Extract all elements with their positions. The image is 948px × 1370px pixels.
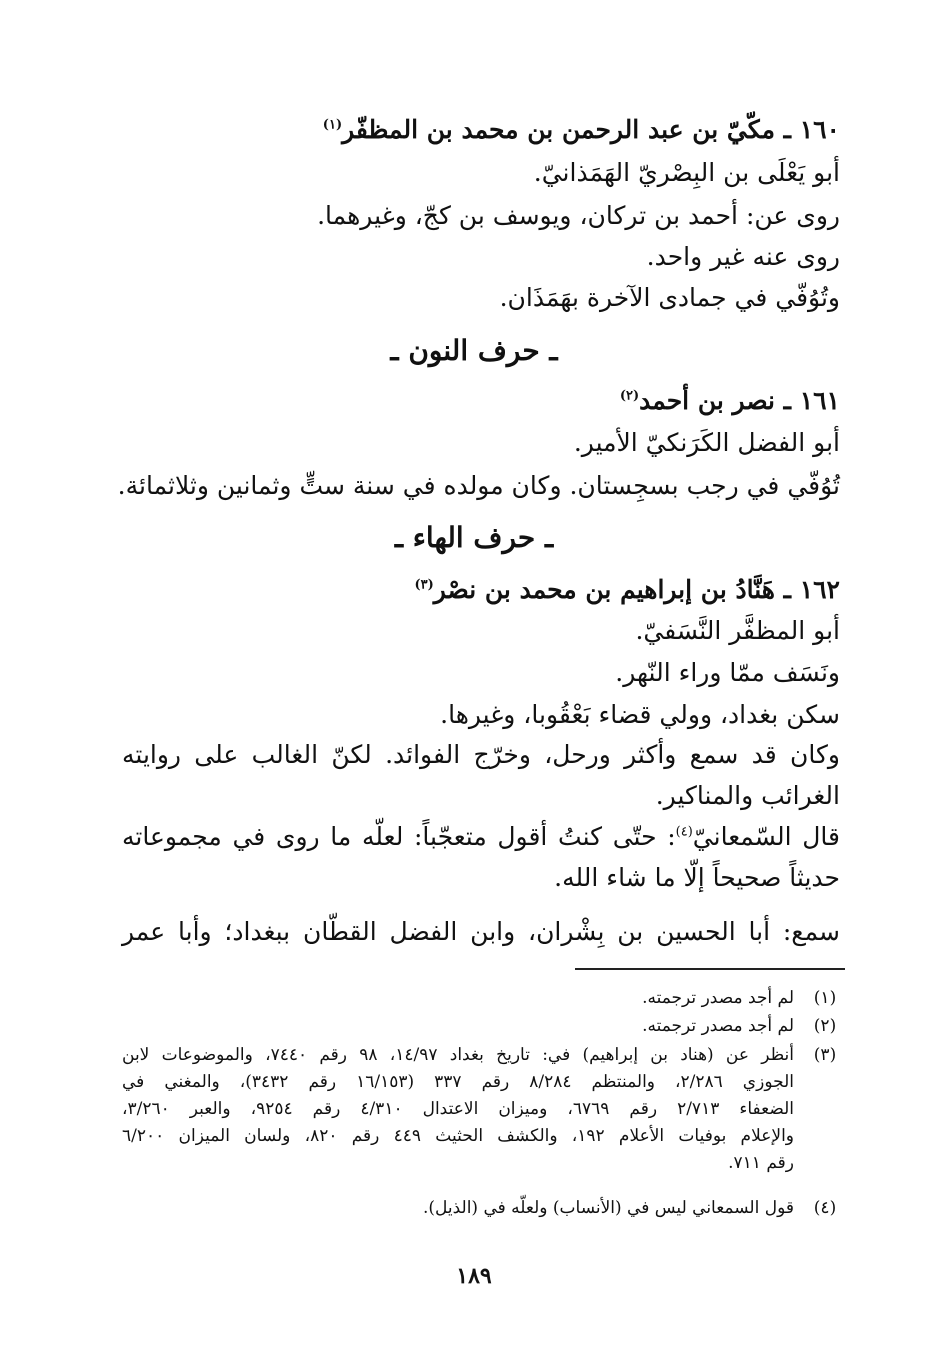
- entry-line: روى عن: أحمد بن تركان، ويوسف بن كجّ، وغيرهما.: [317, 201, 840, 230]
- entry-line: تُوُفّي في رجب بسجِستان. وكان مولده في سنة ستٍّ وثمانين وثلاثمائة.: [117, 471, 840, 500]
- footnote-line: لم أجد مصدر ترجمته.: [642, 988, 794, 1008]
- section-heading-nun: ـ حرف النون ـ: [390, 334, 558, 367]
- entry-line: روى عنه غير واحد.: [646, 242, 840, 271]
- entry-line: أبو المظفَّر النَّسَفيّ.: [635, 616, 840, 645]
- entry-160-title: [323, 112, 840, 148]
- footnote-3: [122, 1042, 840, 1177]
- entry-line: حديثاً صحيحاً إلّا ما شاء الله.: [554, 863, 840, 892]
- footnote-line: والإعلام بوفيات الأعلام ١٩٢، والكشف الحثيث ٤٤٩ رقم ٨٢٠، ولسان الميزان ٦/٢٠٠: [122, 1126, 795, 1146]
- page-number: ١٨٩: [456, 1263, 492, 1289]
- footnote-line: قول السمعاني ليس في (الأنساب) ولعلّه في (الذيل).: [422, 1198, 794, 1218]
- entry-line: وتُوُفّي في جمادى الآخرة بهَمَذَان.: [499, 283, 840, 312]
- entry-line: أبو الفضل الكَرَنكيّ الأمير.: [573, 428, 840, 457]
- footnote-ref[interactable]: (٢): [619, 388, 640, 404]
- entry-line-quote: [122, 819, 840, 855]
- entry-line: سمع: أبا الحسين بن بِشْران، وابن الفضل القطّان ببغداد؛ وأبا عمر: [122, 917, 840, 946]
- footnote-number: (٢): [813, 1016, 837, 1036]
- entry-line: الغرائب والمناكير.: [655, 781, 840, 810]
- entry-title-text: ١٦١ ـ نصر بن أحمد: [639, 386, 840, 415]
- entry-line: ونَسَف ممّا وراء النّهر.: [615, 658, 840, 687]
- footnote-separator: [575, 968, 845, 970]
- entry-161-title: [620, 383, 840, 419]
- footnote-number: (١): [813, 988, 837, 1008]
- entry-title-text: ١٦٢ ـ هَنَّادُ بن إبراهيم بن محمد بن نصْر: [433, 575, 840, 604]
- footnote-1: [122, 985, 840, 1012]
- footnote-number: (٤): [813, 1198, 837, 1218]
- entry-line: أبو يَعْلَى بن البِصْريّ الهَمَذانيّ.: [533, 158, 840, 187]
- section-heading-ha: ـ حرف الهاء ـ: [394, 521, 554, 554]
- footnote-4: [122, 1195, 840, 1222]
- footnote-line: رقم ٧١١.: [728, 1153, 794, 1173]
- footnote-line: الضعفاء ٢/٧١٣ رقم ٦٧٦٩، وميزان الاعتدال ٤/٣١٠ رقم ٩٢٥٤، والعبر ٣/٢٦٠،: [122, 1099, 794, 1119]
- footnote-ref[interactable]: (٤): [675, 824, 693, 840]
- entry-162-title: [414, 572, 840, 608]
- footnote-line: الجوزي ٢/٢٨٦، والمنتظم ٨/٢٨٤ رقم ٣٣٧ (١٦/١٥٣ رقم ٣٤٣٢)، والمغني في: [122, 1072, 794, 1092]
- footnote-2: [122, 1013, 840, 1040]
- footnote-number: (٣): [813, 1045, 837, 1065]
- entry-line: وكان قد سمع وأكثر ورحل، وخرّج الفوائد. لكنّ الغالب على روايته: [122, 740, 840, 769]
- quote-text: : حتّى كنتُ أقول متعجّباً: لعلّه ما روى في مجموعاته: [122, 822, 676, 851]
- entry-title-text: ١٦٠ ـ مكّيّ بن عبد الرحمن بن محمد بن المظفّر: [342, 115, 840, 144]
- quote-attribution: قال السّمعانيّ: [692, 822, 840, 851]
- entry-line: سكن بغداد، وولي قضاء بَعْقُوبا، وغيرها.: [440, 700, 840, 729]
- footnote-ref[interactable]: (١): [322, 117, 343, 133]
- footnote-line: لم أجد مصدر ترجمته.: [642, 1016, 794, 1036]
- footnote-ref[interactable]: (٣): [414, 577, 434, 593]
- footnote-line: أنظر عن (هناد بن إبراهيم) في: تاريخ بغداد ١٤/٩٧، ٩٨ رقم ٧٤٤٠، والموضوعات لابن: [122, 1045, 795, 1065]
